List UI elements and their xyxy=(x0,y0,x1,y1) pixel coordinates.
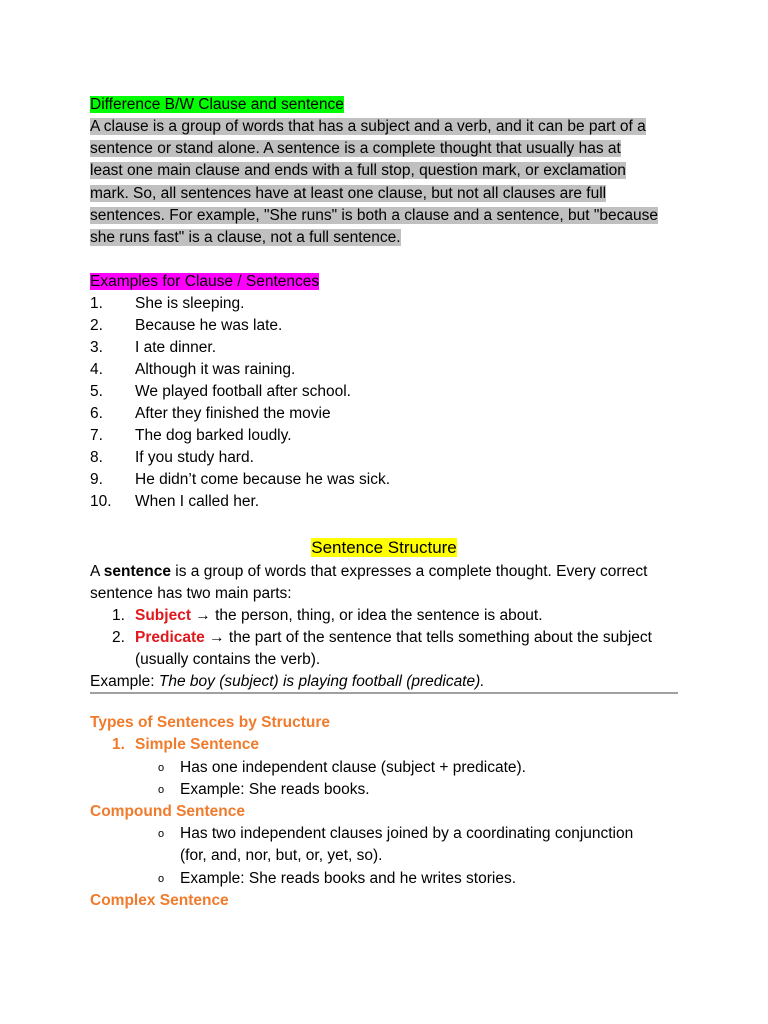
clause-sentence-paragraph xyxy=(90,116,690,249)
circle-bullet-icon: o xyxy=(158,873,165,885)
list-item: 2. Because he was late. xyxy=(90,317,283,334)
types-heading: Types of Sentences by Structure xyxy=(90,714,331,731)
section-heading-clause-vs-sentence: Difference B/W Clause and sentence xyxy=(90,96,344,113)
structure-intro-line2: sentence has two main parts: xyxy=(90,585,292,602)
list-item: o Example: She reads books and he writes stories. xyxy=(158,868,516,890)
part-subject: 1. Subject → the person, thing, or idea the sentence is about. xyxy=(112,607,543,624)
list-item: 1. She is sleeping. xyxy=(90,295,245,312)
part-predicate-continuation: (usually contains the verb). xyxy=(135,651,321,668)
list-item: 8. If you study hard. xyxy=(90,449,254,466)
paragraph-line: mark. So, all sentences have at least one clause, but not all clauses are full xyxy=(90,184,607,202)
list-item: 5. We played football after school. xyxy=(90,383,351,400)
list-item-continuation: (for, and, nor, but, or, yet, so). xyxy=(180,847,383,864)
paragraph-line: she runs fast" is a clause, not a full sentence. xyxy=(90,229,401,247)
list-item: o Example: She reads books. xyxy=(158,779,370,801)
list-item: 4. Although it was raining. xyxy=(90,361,296,378)
list-item: 6. After they finished the movie xyxy=(90,405,331,422)
horizontal-divider xyxy=(90,692,678,694)
list-item: o Has two independent clauses joined by a coordinating conjunction xyxy=(158,823,633,845)
complex-sentence-heading: Complex Sentence xyxy=(90,892,229,909)
sentence-structure-title: Sentence Structure xyxy=(311,538,457,557)
compound-sentence-heading: Compound Sentence xyxy=(90,803,246,820)
part-predicate: 2. Predicate → the part of the sentence that tells something about the subject xyxy=(112,629,652,646)
paragraph-line: least one main clause and ends with a full stop, question mark, or exclamation xyxy=(90,162,626,180)
list-item: o Has one independent clause (subject + predicate). xyxy=(158,757,526,779)
paragraph-line: A clause is a group of words that has a subject and a verb, and it can be part of a xyxy=(90,118,646,135)
examples-heading: Examples for Clause / Sentences xyxy=(90,273,320,290)
paragraph-line: sentence or stand alone. A sentence is a complete thought that usually has at xyxy=(90,140,621,158)
list-item: 9. He didn’t come because he was sick. xyxy=(90,471,391,488)
circle-bullet-icon: o xyxy=(158,784,165,796)
simple-sentence-heading: 1. Simple Sentence xyxy=(112,736,260,753)
circle-bullet-icon: o xyxy=(158,828,165,840)
list-item: 10. When I called her. xyxy=(90,493,260,510)
circle-bullet-icon: o xyxy=(158,762,165,774)
list-item: 7. The dog barked loudly. xyxy=(90,427,292,444)
structure-example: Example: The boy (subject) is playing football (predicate). xyxy=(90,673,485,690)
structure-intro-line1: A sentence is a group of words that expresses a complete thought. Every correct xyxy=(90,563,648,580)
list-item: 3. I ate dinner. xyxy=(90,339,217,356)
paragraph-line: sentences. For example, "She runs" is both a clause and a sentence, but "because xyxy=(90,206,658,224)
